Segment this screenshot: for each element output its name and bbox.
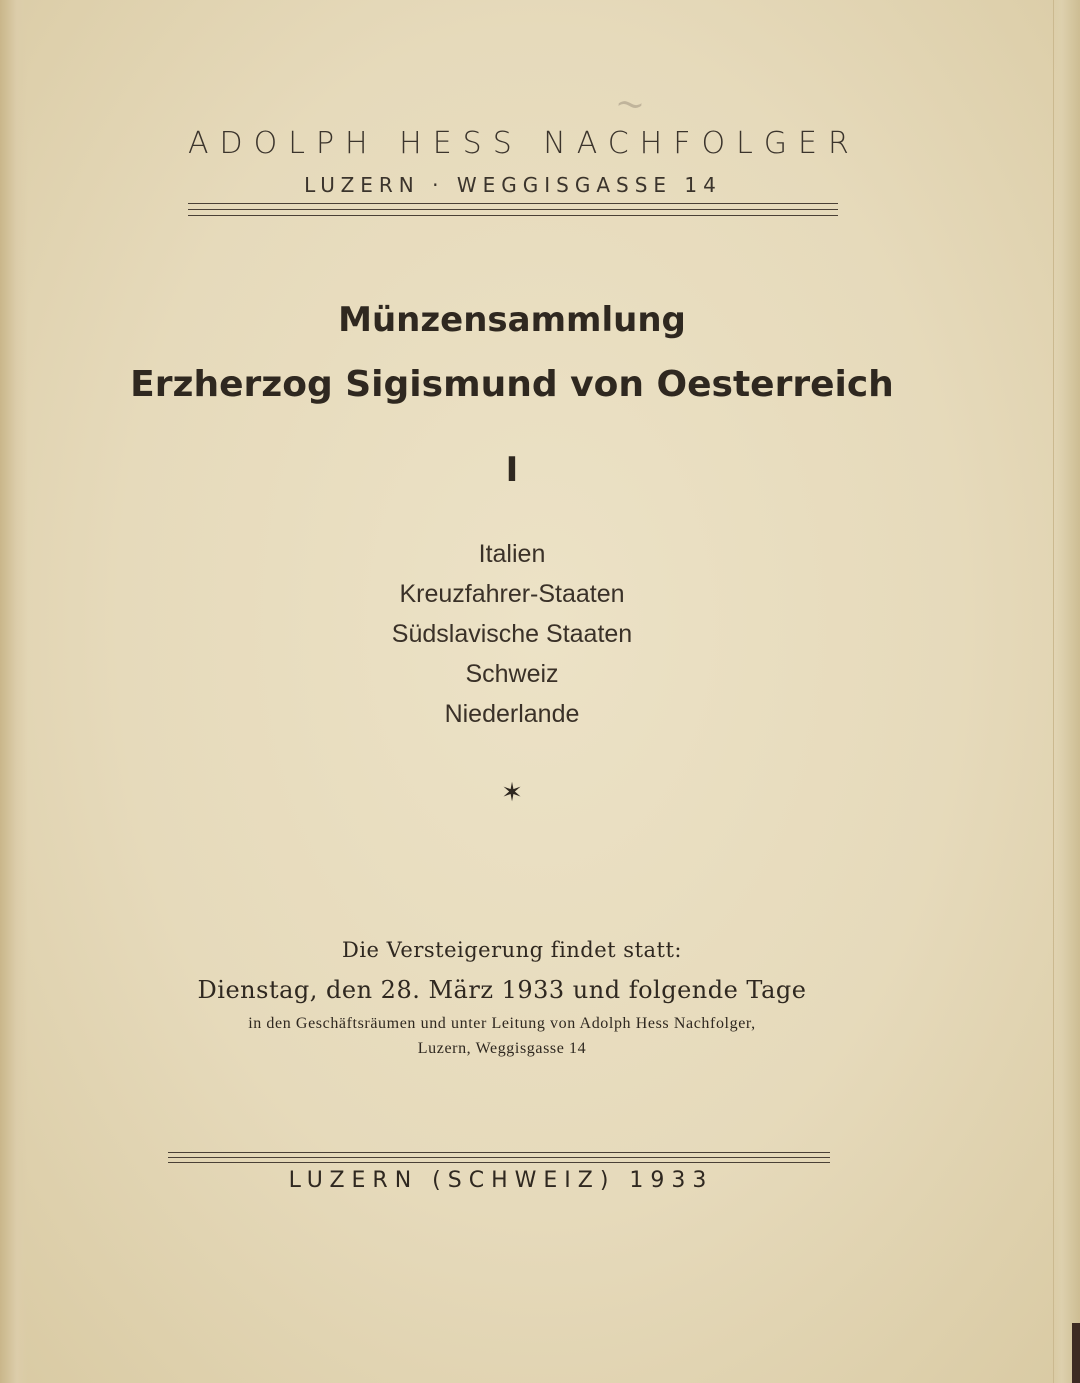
header-rule-top xyxy=(188,203,838,204)
subject-item: Niederlande xyxy=(444,700,580,728)
subject-item: Südslavische Staaten xyxy=(391,620,633,648)
subject-list xyxy=(0,534,1024,734)
auction-date: Dienstag, den 28. März 1933 und folgende Tage xyxy=(197,976,807,1004)
page-corner-mark xyxy=(1072,1323,1080,1383)
auction-location-line1: in den Geschäftsräumen und unter Leitung von Adolph Hess Nachfolger, xyxy=(248,1015,756,1032)
publisher-name: ADOLPH HESS NACHFOLGER xyxy=(188,126,860,161)
footer-rule-middle xyxy=(168,1157,830,1158)
subject-item: Italien xyxy=(478,540,546,568)
collection-title: Münzensammlung xyxy=(338,300,686,340)
page-right-edge xyxy=(1053,0,1080,1383)
star-ornament: ✶ xyxy=(501,778,523,808)
footer-rule-top xyxy=(168,1152,830,1153)
collection-owner: Erzherzog Sigismund von Oesterreich xyxy=(130,364,894,405)
pencil-annotation: ~ xyxy=(612,81,650,128)
imprint: LUZERN (SCHWEIZ) 1933 xyxy=(288,1168,714,1193)
header-rule-middle xyxy=(188,209,838,210)
publisher-address: LUZERN · WEGGISGASSE 14 xyxy=(304,173,722,197)
subject-item: Schweiz xyxy=(465,660,559,688)
header-rule-bottom xyxy=(188,215,838,216)
subject-item: Kreuzfahrer-Staaten xyxy=(399,580,625,608)
auction-intro: Die Versteigerung findet statt: xyxy=(342,938,682,962)
volume-number: I xyxy=(505,450,519,490)
auction-location-line2: Luzern, Weggisgasse 14 xyxy=(417,1040,587,1057)
footer-rule-bottom xyxy=(168,1162,830,1163)
